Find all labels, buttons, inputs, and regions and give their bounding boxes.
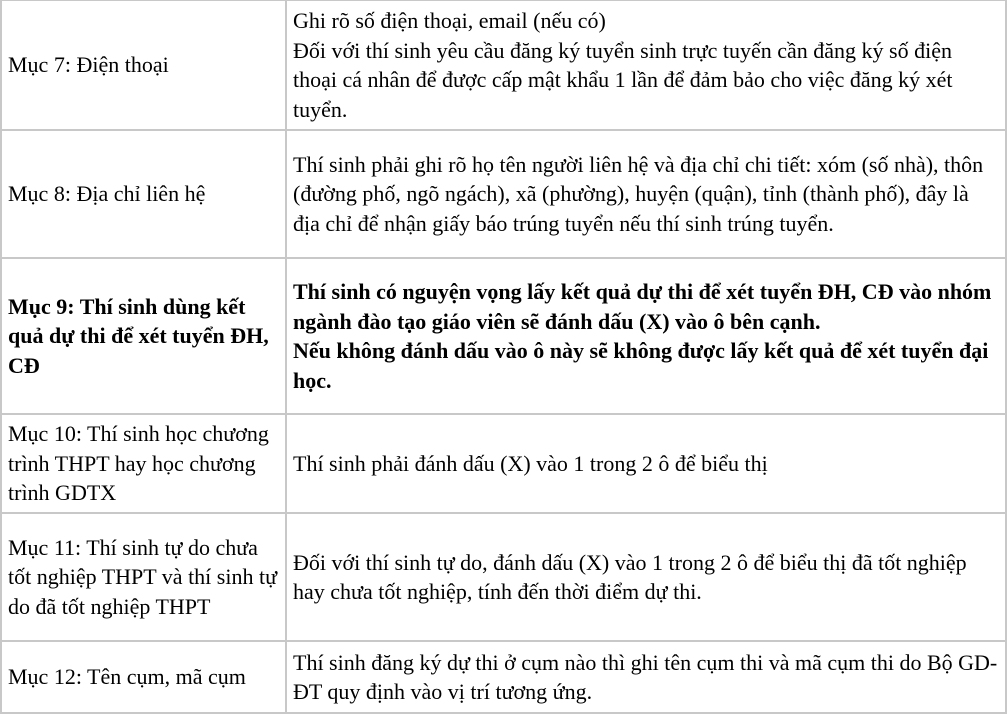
row-content xyxy=(286,414,1006,513)
content-line: Nếu không đánh dấu vào ô này sẽ không được lấy kết quả để xét tuyển đại học. xyxy=(293,338,989,393)
row-label: Mục 11: Thí sinh tự do chưa tốt nghiệp THPT và thí sinh tự do đã tốt nghiệp THPT xyxy=(1,513,286,641)
row-label: Mục 8: Địa chỉ liên hệ xyxy=(1,130,286,258)
content-line: Thí sinh đăng ký dự thi ở cụm nào thì ghi tên cụm thi và mã cụm thi do Bộ GD-ĐT quy định vào vị trí tương ứng. xyxy=(293,649,998,704)
table-row xyxy=(1,258,1006,414)
row-label: Mục 7: Điện thoại xyxy=(1,0,286,130)
row-content xyxy=(286,130,1006,258)
table-row xyxy=(1,641,1006,713)
table-row xyxy=(1,130,1006,258)
table-row xyxy=(1,414,1006,513)
row-content xyxy=(286,641,1006,713)
content-line: Thí sinh phải ghi rõ họ tên người liên hệ và địa chỉ chi tiết: xóm (số nhà), thôn (đường phố, ngõ ngách), xã (phường), huyện (quận), tỉnh (thành phố), đây là địa chỉ để nhận giấy báo trúng tuyển nếu thí sinh trúng tuyển. xyxy=(293,151,984,236)
row-content xyxy=(286,258,1006,414)
content-line: Thí sinh phải đánh dấu (X) vào 1 trong 2 ô để biểu thị xyxy=(293,450,768,476)
row-label: Mục 9: Thí sinh dùng kết quả dự thi để xét tuyển ĐH, CĐ xyxy=(1,258,286,414)
content-line: Đối với thí sinh tự do, đánh dấu (X) vào 1 trong 2 ô để biểu thị đã tốt nghiệp hay chưa tốt nghiệp, tính đến thời điểm dự thi. xyxy=(293,549,967,604)
content-line: Thí sinh có nguyện vọng lấy kết quả dự thi để xét tuyển ĐH, CĐ vào nhóm ngành đào tạo giáo viên sẽ đánh dấu (X) vào ô bên cạnh. xyxy=(293,279,992,334)
table-row xyxy=(1,513,1006,641)
content-line: Ghi rõ số điện thoại, email (nếu có) xyxy=(293,8,606,33)
row-label: Mục 10: Thí sinh học chương trình THPT hay học chương trình GDTX xyxy=(1,414,286,513)
content-line: Đối với thí sinh yêu cầu đăng ký tuyển sinh trực tuyến cần đăng ký số điện thoại cá nhân để được cấp mật khẩu 1 lần để đảm bảo cho việc đăng ký xét tuyển. xyxy=(293,37,953,122)
table-row xyxy=(1,0,1006,130)
row-content xyxy=(286,0,1006,130)
row-content xyxy=(286,513,1006,641)
row-label: Mục 12: Tên cụm, mã cụm xyxy=(1,641,286,713)
